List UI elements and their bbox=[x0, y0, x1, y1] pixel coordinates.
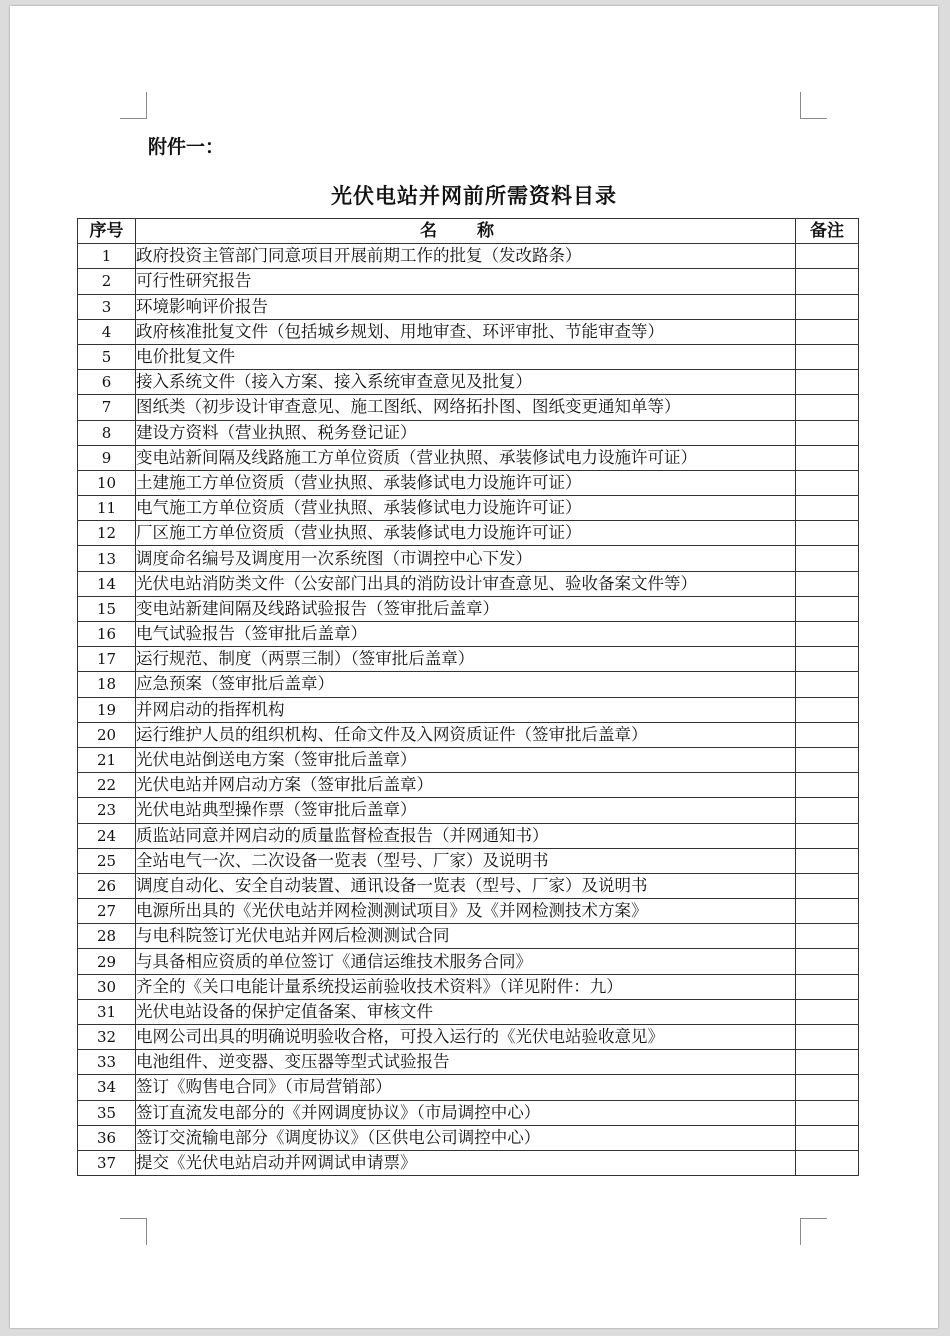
row-number: 21 bbox=[78, 747, 136, 772]
row-number: 26 bbox=[78, 873, 136, 898]
row-number: 31 bbox=[78, 999, 136, 1024]
table-row bbox=[78, 848, 859, 873]
header-name: 名 称 bbox=[136, 219, 796, 244]
row-name: 光伏电站消防类文件（公安部门出具的消防设计审查意见、验收备案文件等） bbox=[136, 571, 796, 596]
row-note bbox=[796, 873, 859, 898]
table-row bbox=[78, 622, 859, 647]
document-page bbox=[10, 6, 938, 1328]
row-number: 23 bbox=[78, 798, 136, 823]
row-note bbox=[796, 370, 859, 395]
row-note bbox=[796, 521, 859, 546]
table-row bbox=[78, 546, 859, 571]
table-row bbox=[78, 873, 859, 898]
table-row bbox=[78, 1050, 859, 1075]
row-note bbox=[796, 395, 859, 420]
row-number: 29 bbox=[78, 949, 136, 974]
table-row bbox=[78, 798, 859, 823]
row-number: 32 bbox=[78, 1025, 136, 1050]
row-name: 电源所出具的《光伏电站并网检测测试项目》及《并网检测技术方案》 bbox=[136, 899, 796, 924]
row-note bbox=[796, 647, 859, 672]
row-number: 27 bbox=[78, 899, 136, 924]
row-number: 2 bbox=[78, 269, 136, 294]
row-note bbox=[796, 747, 859, 772]
row-name: 提交《光伏电站启动并网调试申请票》 bbox=[136, 1150, 796, 1175]
table-row bbox=[78, 924, 859, 949]
row-name: 应急预案（签审批后盖章） bbox=[136, 672, 796, 697]
crop-mark-top-left bbox=[120, 92, 147, 119]
table-row bbox=[78, 344, 859, 369]
row-name: 与具备相应资质的单位签订《通信运维技术服务合同》 bbox=[136, 949, 796, 974]
row-note bbox=[796, 974, 859, 999]
row-name: 变电站新间隔及线路施工方单位资质（营业执照、承装修试电力设施许可证） bbox=[136, 445, 796, 470]
row-note bbox=[796, 1050, 859, 1075]
row-number: 28 bbox=[78, 924, 136, 949]
row-number: 10 bbox=[78, 470, 136, 495]
table-row bbox=[78, 395, 859, 420]
row-number: 9 bbox=[78, 445, 136, 470]
row-number: 1 bbox=[78, 244, 136, 269]
row-number: 4 bbox=[78, 319, 136, 344]
row-number: 22 bbox=[78, 773, 136, 798]
row-note bbox=[796, 420, 859, 445]
row-name: 电气施工方单位资质（营业执照、承装修试电力设施许可证） bbox=[136, 496, 796, 521]
header-no: 序号 bbox=[78, 219, 136, 244]
table-row bbox=[78, 319, 859, 344]
row-number: 12 bbox=[78, 521, 136, 546]
row-name: 政府投资主管部门同意项目开展前期工作的批复（发改路条） bbox=[136, 244, 796, 269]
row-name: 调度自动化、安全自动装置、通讯设备一览表（型号、厂家）及说明书 bbox=[136, 873, 796, 898]
row-name: 厂区施工方单位资质（营业执照、承装修试电力设施许可证） bbox=[136, 521, 796, 546]
materials-table bbox=[77, 218, 859, 1176]
row-number: 7 bbox=[78, 395, 136, 420]
row-name: 运行维护人员的组织机构、任命文件及入网资质证件（签审批后盖章） bbox=[136, 722, 796, 747]
row-number: 35 bbox=[78, 1100, 136, 1125]
row-note bbox=[796, 798, 859, 823]
row-number: 30 bbox=[78, 974, 136, 999]
table-row bbox=[78, 722, 859, 747]
row-note bbox=[796, 672, 859, 697]
row-note bbox=[796, 999, 859, 1024]
table-row bbox=[78, 647, 859, 672]
document-title: 光伏电站并网前所需资料目录 bbox=[331, 184, 617, 208]
table-row bbox=[78, 974, 859, 999]
row-name: 可行性研究报告 bbox=[136, 269, 796, 294]
row-name: 电池组件、逆变器、变压器等型式试验报告 bbox=[136, 1050, 796, 1075]
table-row bbox=[78, 773, 859, 798]
table-row bbox=[78, 420, 859, 445]
row-name: 与电科院签订光伏电站并网后检测测试合同 bbox=[136, 924, 796, 949]
row-number: 33 bbox=[78, 1050, 136, 1075]
row-note bbox=[796, 1125, 859, 1150]
table-row bbox=[78, 672, 859, 697]
row-note bbox=[796, 294, 859, 319]
row-name: 签订直流发电部分的《并网调度协议》（市局调控中心） bbox=[136, 1100, 796, 1125]
row-note bbox=[796, 722, 859, 747]
row-number: 19 bbox=[78, 697, 136, 722]
table-row bbox=[78, 1075, 859, 1100]
table-row bbox=[78, 1100, 859, 1125]
row-name: 环境影响评价报告 bbox=[136, 294, 796, 319]
row-note bbox=[796, 269, 859, 294]
table-row bbox=[78, 571, 859, 596]
row-note bbox=[796, 319, 859, 344]
row-name: 电网公司出具的明确说明验收合格，可投入运行的《光伏电站验收意见》 bbox=[136, 1025, 796, 1050]
row-note bbox=[796, 949, 859, 974]
row-note bbox=[796, 445, 859, 470]
row-number: 18 bbox=[78, 672, 136, 697]
row-name: 电气试验报告（签审批后盖章） bbox=[136, 622, 796, 647]
row-name: 并网启动的指挥机构 bbox=[136, 697, 796, 722]
row-name: 接入系统文件（接入方案、接入系统审查意见及批复） bbox=[136, 370, 796, 395]
row-name: 图纸类（初步设计审查意见、施工图纸、网络拓扑图、图纸变更通知单等） bbox=[136, 395, 796, 420]
row-note bbox=[796, 1150, 859, 1175]
attachment-label: 附件一： bbox=[148, 136, 225, 158]
table-row bbox=[78, 747, 859, 772]
table-row bbox=[78, 269, 859, 294]
row-name: 光伏电站设备的保护定值备案、审核文件 bbox=[136, 999, 796, 1024]
crop-mark-top-right bbox=[800, 92, 827, 119]
crop-mark-bottom-right bbox=[800, 1218, 827, 1245]
row-note bbox=[796, 496, 859, 521]
row-name: 电价批复文件 bbox=[136, 344, 796, 369]
table-row bbox=[78, 1150, 859, 1175]
row-note bbox=[796, 571, 859, 596]
row-number: 37 bbox=[78, 1150, 136, 1175]
row-note bbox=[796, 470, 859, 495]
table-row bbox=[78, 521, 859, 546]
row-name: 变电站新建间隔及线路试验报告（签审批后盖章） bbox=[136, 596, 796, 621]
row-name: 运行规范、制度（两票三制）（签审批后盖章） bbox=[136, 647, 796, 672]
table-row bbox=[78, 1125, 859, 1150]
row-name: 政府核准批复文件（包括城乡规划、用地审查、环评审批、节能审查等） bbox=[136, 319, 796, 344]
row-note bbox=[796, 924, 859, 949]
row-number: 15 bbox=[78, 596, 136, 621]
row-name: 光伏电站倒送电方案（签审批后盖章） bbox=[136, 747, 796, 772]
table-row bbox=[78, 244, 859, 269]
row-note bbox=[796, 596, 859, 621]
table-row bbox=[78, 294, 859, 319]
row-note bbox=[796, 697, 859, 722]
row-name: 全站电气一次、二次设备一览表（型号、厂家）及说明书 bbox=[136, 848, 796, 873]
row-number: 11 bbox=[78, 496, 136, 521]
row-name: 光伏电站并网启动方案（签审批后盖章） bbox=[136, 773, 796, 798]
row-name: 土建施工方单位资质（营业执照、承装修试电力设施许可证） bbox=[136, 470, 796, 495]
table-row bbox=[78, 596, 859, 621]
row-name: 质监站同意并网启动的质量监督检查报告（并网通知书） bbox=[136, 823, 796, 848]
row-note bbox=[796, 848, 859, 873]
row-name: 建设方资料（营业执照、税务登记证） bbox=[136, 420, 796, 445]
row-note bbox=[796, 773, 859, 798]
row-number: 3 bbox=[78, 294, 136, 319]
row-note bbox=[796, 546, 859, 571]
row-number: 17 bbox=[78, 647, 136, 672]
row-number: 8 bbox=[78, 420, 136, 445]
row-name: 签订《购售电合同》（市局营销部） bbox=[136, 1075, 796, 1100]
table-row bbox=[78, 445, 859, 470]
row-note bbox=[796, 899, 859, 924]
table-row bbox=[78, 899, 859, 924]
table-row bbox=[78, 949, 859, 974]
table-row bbox=[78, 370, 859, 395]
row-note bbox=[796, 344, 859, 369]
row-number: 5 bbox=[78, 344, 136, 369]
row-note bbox=[796, 1025, 859, 1050]
row-note bbox=[796, 823, 859, 848]
row-name: 签订交流输电部分《调度协议》（区供电公司调控中心） bbox=[136, 1125, 796, 1150]
row-note bbox=[796, 1100, 859, 1125]
row-number: 24 bbox=[78, 823, 136, 848]
row-number: 6 bbox=[78, 370, 136, 395]
row-name: 齐全的《关口电能计量系统投运前验收技术资料》（详见附件：九） bbox=[136, 974, 796, 999]
row-number: 36 bbox=[78, 1125, 136, 1150]
header-note: 备注 bbox=[796, 219, 859, 244]
row-note bbox=[796, 244, 859, 269]
row-name: 调度命名编号及调度用一次系统图（市调控中心下发） bbox=[136, 546, 796, 571]
row-number: 16 bbox=[78, 622, 136, 647]
row-number: 34 bbox=[78, 1075, 136, 1100]
table-row bbox=[78, 496, 859, 521]
table-row bbox=[78, 823, 859, 848]
table-header-row bbox=[78, 219, 859, 244]
table-row bbox=[78, 999, 859, 1024]
row-number: 25 bbox=[78, 848, 136, 873]
crop-mark-bottom-left bbox=[120, 1218, 147, 1245]
table-row bbox=[78, 697, 859, 722]
table-body bbox=[78, 244, 859, 1176]
row-number: 14 bbox=[78, 571, 136, 596]
table-row bbox=[78, 470, 859, 495]
row-number: 20 bbox=[78, 722, 136, 747]
row-note bbox=[796, 1075, 859, 1100]
row-note bbox=[796, 622, 859, 647]
row-name: 光伏电站典型操作票（签审批后盖章） bbox=[136, 798, 796, 823]
row-number: 13 bbox=[78, 546, 136, 571]
table-row bbox=[78, 1025, 859, 1050]
